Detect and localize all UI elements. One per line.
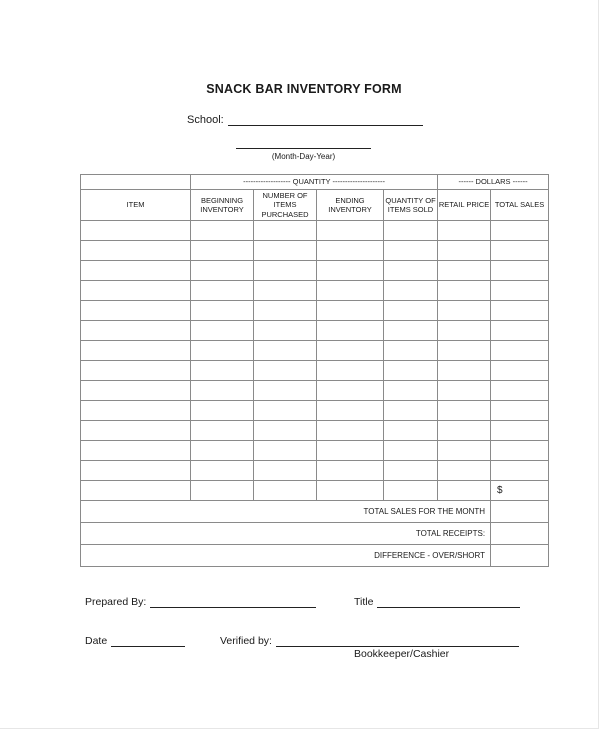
quantity-group-header: ------------------- QUANTITY ---------------------: [191, 175, 438, 190]
table-row: [81, 481, 549, 501]
table-cell[interactable]: [384, 261, 438, 281]
table-cell[interactable]: [191, 221, 254, 241]
table-cell[interactable]: [438, 241, 491, 261]
total-sales-dollar-cell[interactable]: $: [491, 481, 549, 501]
table-cell[interactable]: [491, 421, 549, 441]
table-cell[interactable]: [438, 341, 491, 361]
total-receipts-row: [81, 523, 549, 545]
table-row: [81, 401, 549, 421]
table-cell[interactable]: [254, 301, 317, 321]
table-cell[interactable]: [317, 421, 384, 441]
school-label: School:: [187, 114, 224, 126]
table-cell[interactable]: [438, 321, 491, 341]
table-cell[interactable]: [81, 301, 191, 321]
table-row: [81, 301, 549, 321]
prepared-by-field[interactable]: [85, 596, 316, 608]
table-cell[interactable]: [81, 441, 191, 461]
table-cell[interactable]: [254, 401, 317, 421]
table-cell[interactable]: [81, 221, 191, 241]
table-cell[interactable]: [384, 481, 438, 501]
date-caption: (Month-Day-Year): [271, 152, 336, 161]
table-cell[interactable]: [491, 441, 549, 461]
table-cell[interactable]: [254, 321, 317, 341]
table-cell[interactable]: [491, 381, 549, 401]
group-header-blank: [81, 175, 191, 190]
table-cell[interactable]: [384, 301, 438, 321]
total-sales-month-row-value[interactable]: [491, 501, 549, 523]
table-row: [81, 261, 549, 281]
table-cell[interactable]: [438, 281, 491, 301]
table-cell[interactable]: [254, 221, 317, 241]
table-cell[interactable]: [438, 481, 491, 501]
verified-by-line[interactable]: [276, 635, 519, 647]
table-cell[interactable]: [254, 381, 317, 401]
table-cell[interactable]: [384, 221, 438, 241]
table-cell[interactable]: [254, 281, 317, 301]
total-receipts-row-label: TOTAL RECEIPTS:: [81, 523, 491, 545]
table-cell[interactable]: [317, 401, 384, 421]
table-cell[interactable]: [438, 461, 491, 481]
table-cell[interactable]: [254, 361, 317, 381]
table-cell[interactable]: [317, 321, 384, 341]
col-header-ending-inventory: ENDING INVENTORY: [317, 190, 384, 221]
table-cell[interactable]: [317, 381, 384, 401]
table-cell[interactable]: [254, 341, 317, 361]
table-cell[interactable]: [384, 441, 438, 461]
table-cell[interactable]: [491, 341, 549, 361]
table-cell[interactable]: [438, 301, 491, 321]
table-cell[interactable]: [491, 301, 549, 321]
col-header-total-sales: TOTAL SALES: [491, 190, 549, 221]
table-cell[interactable]: [491, 221, 549, 241]
table-cell[interactable]: [384, 241, 438, 261]
table-cell[interactable]: [384, 281, 438, 301]
total-receipts-row-value[interactable]: [491, 523, 549, 545]
table-cell[interactable]: [254, 241, 317, 261]
table-cell[interactable]: [317, 301, 384, 321]
difference-row-value[interactable]: [491, 545, 549, 567]
form-title: SNACK BAR INVENTORY FORM: [206, 82, 402, 96]
table-cell[interactable]: [191, 241, 254, 261]
table-cell[interactable]: [254, 461, 317, 481]
col-header-beginning-inventory: BEGINNING INVENTORY: [191, 190, 254, 221]
total-sales-month-row-label: TOTAL SALES FOR THE MONTH: [81, 501, 491, 523]
title-line[interactable]: [377, 596, 520, 608]
table-cell[interactable]: [254, 441, 317, 461]
table-row: [81, 461, 549, 481]
table-cell[interactable]: [438, 401, 491, 421]
difference-row-label: DIFFERENCE - OVER/SHORT: [81, 545, 491, 567]
table-cell[interactable]: [254, 481, 317, 501]
table-cell[interactable]: [81, 261, 191, 281]
table-cell[interactable]: [81, 421, 191, 441]
bookkeeper-caption: Bookkeeper/Cashier: [354, 648, 450, 660]
date-field[interactable]: [85, 635, 185, 647]
table-cell[interactable]: [191, 481, 254, 501]
table-cell[interactable]: [317, 441, 384, 461]
title-label: Title: [354, 596, 374, 608]
school-input-line[interactable]: [228, 113, 423, 126]
table-cell[interactable]: [81, 361, 191, 381]
table-cell[interactable]: [254, 261, 317, 281]
table-cell[interactable]: [384, 461, 438, 481]
table-row: [81, 381, 549, 401]
date-line[interactable]: [111, 635, 185, 647]
difference-row: [81, 545, 549, 567]
table-cell[interactable]: [384, 421, 438, 441]
table-cell[interactable]: [191, 401, 254, 421]
table-row: [81, 321, 549, 341]
table-row: [81, 361, 549, 381]
table-cell[interactable]: [491, 321, 549, 341]
table-row: [81, 281, 549, 301]
table-cell[interactable]: [438, 441, 491, 461]
total-sales-month-row: [81, 501, 549, 523]
title-field[interactable]: [354, 596, 520, 608]
table-cell[interactable]: [438, 381, 491, 401]
table-cell[interactable]: [384, 321, 438, 341]
group-header-row: [81, 175, 549, 190]
table-cell[interactable]: [191, 461, 254, 481]
table-cell[interactable]: [191, 281, 254, 301]
table-cell[interactable]: [81, 321, 191, 341]
table-cell[interactable]: [384, 361, 438, 381]
table-cell[interactable]: [491, 281, 549, 301]
verified-by-field[interactable]: [220, 635, 519, 647]
table-row: [81, 441, 549, 461]
table-cell[interactable]: [317, 341, 384, 361]
table-cell[interactable]: [384, 341, 438, 361]
date-label: Date: [85, 635, 108, 647]
table-cell[interactable]: [384, 401, 438, 421]
col-header-quantity-sold: QUANTITY OF ITEMS SOLD: [384, 190, 438, 221]
table-cell[interactable]: [81, 461, 191, 481]
column-header-row: [81, 190, 549, 221]
table-cell[interactable]: [491, 241, 549, 261]
table-cell[interactable]: [317, 461, 384, 481]
table-cell[interactable]: [317, 221, 384, 241]
dollars-group-header: ------ DOLLARS ------: [438, 175, 549, 190]
table-cell[interactable]: [191, 341, 254, 361]
col-header-item: ITEM: [81, 190, 191, 221]
date-input-line[interactable]: [236, 148, 371, 149]
table-cell[interactable]: [81, 281, 191, 301]
table-row: [81, 241, 549, 261]
prepared-by-label: Prepared By:: [85, 596, 147, 608]
table-cell[interactable]: [317, 261, 384, 281]
table-cell[interactable]: [438, 221, 491, 241]
prepared-by-line[interactable]: [150, 596, 316, 608]
table-cell[interactable]: [317, 361, 384, 381]
table-cell[interactable]: [491, 361, 549, 381]
table-cell[interactable]: [81, 401, 191, 421]
table-cell[interactable]: [81, 481, 191, 501]
table-cell[interactable]: [317, 241, 384, 261]
table-cell[interactable]: [191, 301, 254, 321]
table-row: [81, 341, 549, 361]
table-cell[interactable]: [191, 321, 254, 341]
table-cell[interactable]: [81, 341, 191, 361]
table-cell[interactable]: [438, 261, 491, 281]
table-cell[interactable]: [191, 361, 254, 381]
table-cell[interactable]: [191, 381, 254, 401]
table-cell[interactable]: [81, 241, 191, 261]
table-cell[interactable]: [191, 421, 254, 441]
table-cell[interactable]: [491, 461, 549, 481]
table-cell[interactable]: [491, 261, 549, 281]
table-cell[interactable]: [191, 441, 254, 461]
table-cell[interactable]: [317, 281, 384, 301]
table-cell[interactable]: [81, 381, 191, 401]
table-cell[interactable]: [317, 481, 384, 501]
col-header-retail-price: RETAIL PRICE: [438, 190, 491, 221]
inventory-table: [80, 174, 549, 567]
table-cell[interactable]: [438, 421, 491, 441]
school-field[interactable]: [187, 113, 423, 126]
table-cell[interactable]: [384, 381, 438, 401]
table-cell[interactable]: [438, 361, 491, 381]
verified-by-label: Verified by:: [220, 635, 272, 647]
table-row: [81, 421, 549, 441]
table-row: [81, 221, 549, 241]
table-cell[interactable]: [254, 421, 317, 441]
table-cell[interactable]: [491, 401, 549, 421]
col-header-items-purchased: NUMBER OF ITEMS PURCHASED: [254, 190, 317, 221]
table-cell[interactable]: [191, 261, 254, 281]
